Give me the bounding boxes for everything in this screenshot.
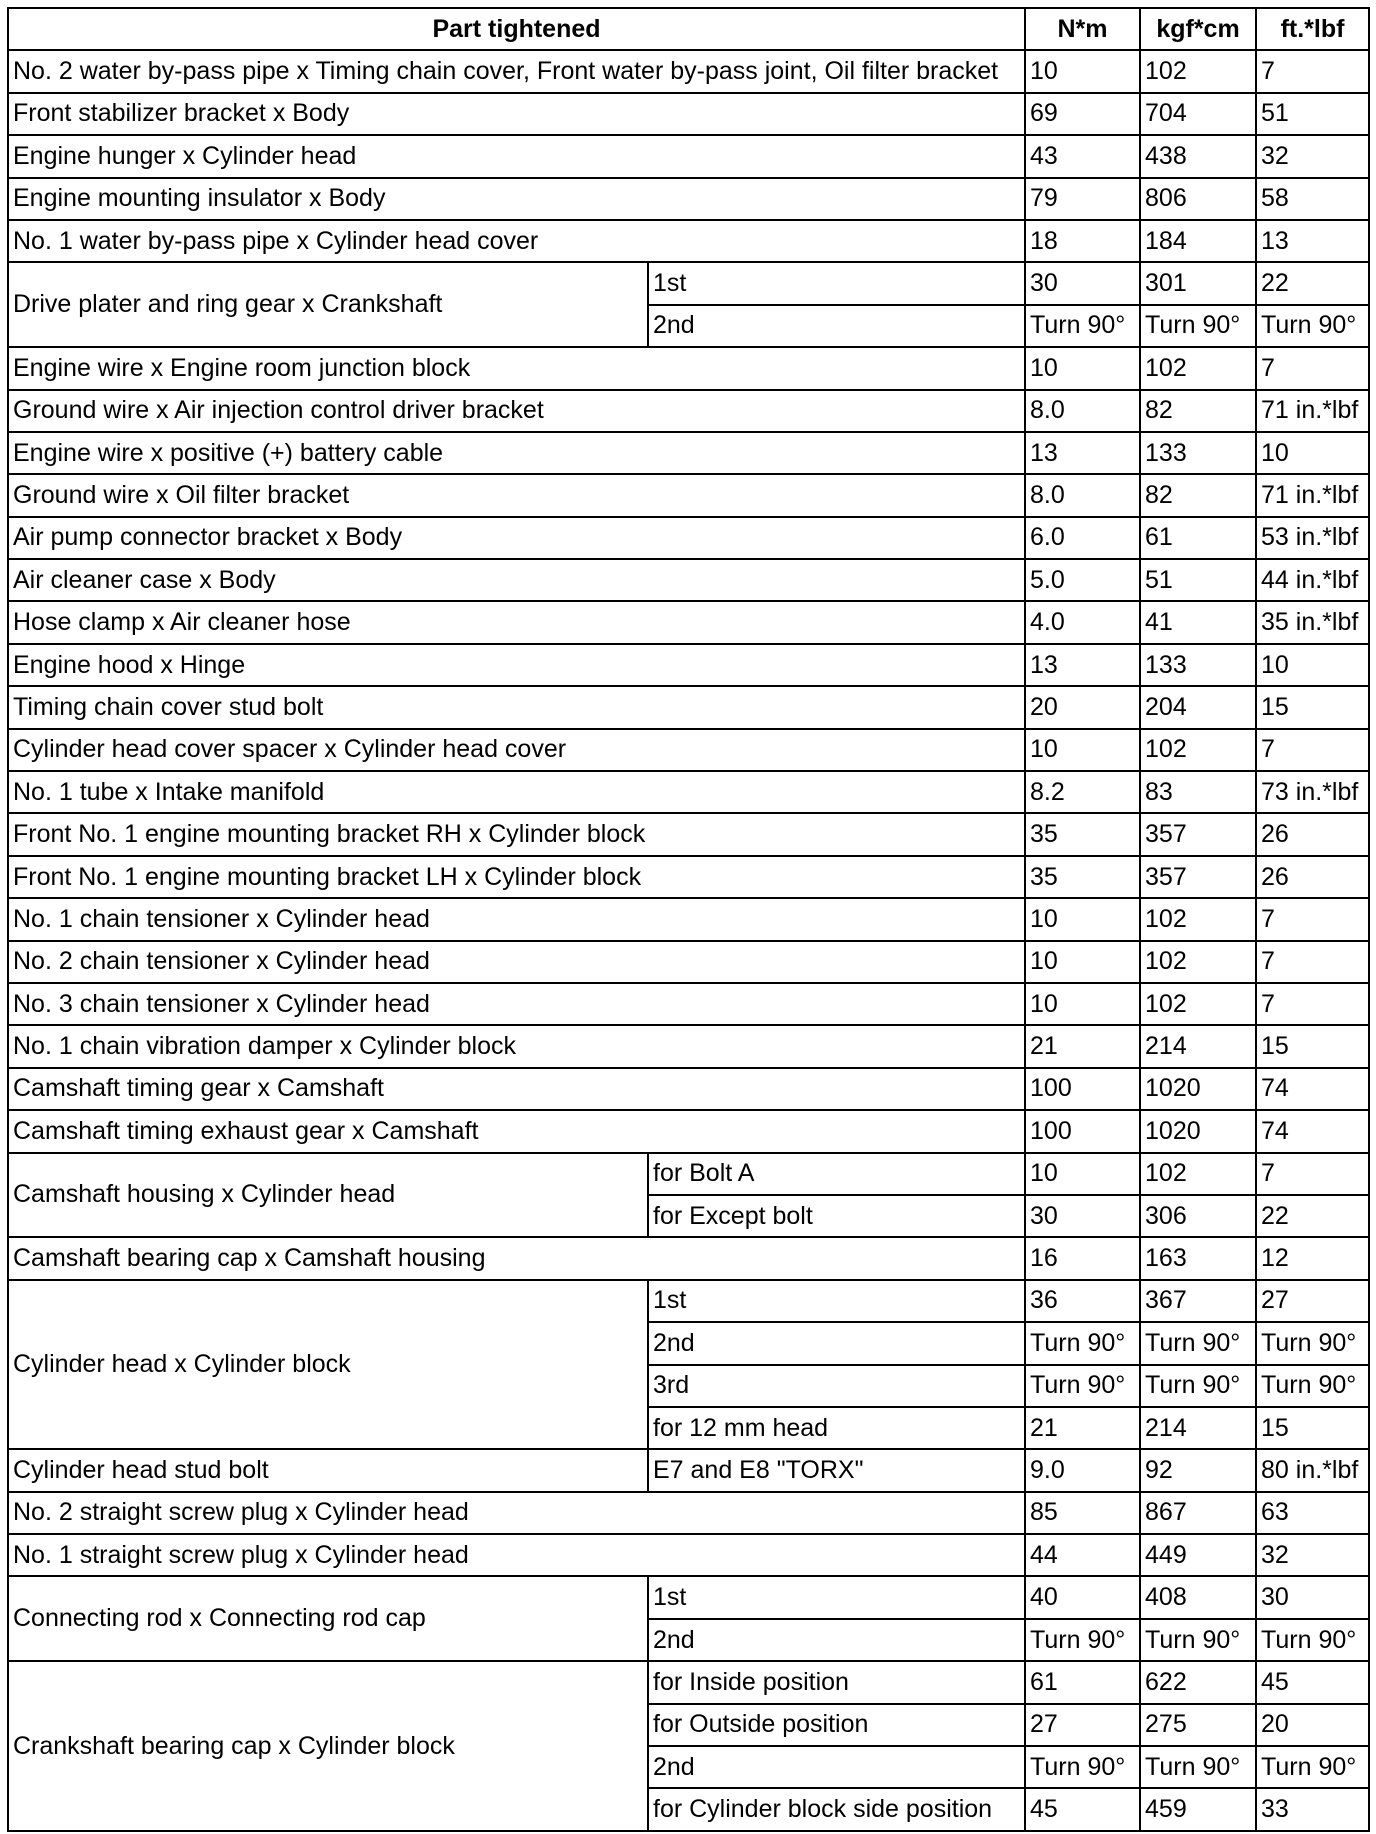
part-cell: Camshaft timing gear x Camshaft (8, 1068, 1025, 1110)
part-cell: Connecting rod x Connecting rod cap (8, 1576, 648, 1661)
ftlbf-cell: 10 (1256, 432, 1369, 474)
kgf-cell: 622 (1140, 1661, 1256, 1703)
table-row (8, 1237, 1369, 1279)
part-cell: Engine hood x Hinge (8, 644, 1025, 686)
table-row (8, 1025, 1369, 1067)
part-cell: No. 1 chain tensioner x Cylinder head (8, 898, 1025, 940)
table-row (8, 686, 1369, 728)
nm-cell: 44 (1025, 1534, 1140, 1576)
ftlbf-cell: 74 (1256, 1110, 1369, 1152)
kgf-cell: 449 (1140, 1534, 1256, 1576)
part-cell: Hose clamp x Air cleaner hose (8, 601, 1025, 643)
ftlbf-cell: 7 (1256, 941, 1369, 983)
nm-cell: 13 (1025, 644, 1140, 686)
part-cell: No. 2 chain tensioner x Cylinder head (8, 941, 1025, 983)
nm-cell: 79 (1025, 178, 1140, 220)
nm-cell: Turn 90° (1025, 1746, 1140, 1788)
table-row (8, 135, 1369, 177)
kgf-cell: Turn 90° (1140, 1746, 1256, 1788)
nm-cell: 30 (1025, 1195, 1140, 1237)
part-cell: No. 1 straight screw plug x Cylinder head (8, 1534, 1025, 1576)
sub-cell: for Bolt A (648, 1153, 1025, 1195)
ftlbf-cell: 58 (1256, 178, 1369, 220)
table-row (8, 1661, 1369, 1703)
table-row (8, 559, 1369, 601)
ftlbf-cell: 15 (1256, 1025, 1369, 1067)
table-row (8, 474, 1369, 516)
ftlbf-cell: 15 (1256, 686, 1369, 728)
ftlbf-cell: 7 (1256, 898, 1369, 940)
kgf-cell: 102 (1140, 50, 1256, 92)
nm-cell: 21 (1025, 1407, 1140, 1449)
kgf-cell: 806 (1140, 178, 1256, 220)
ftlbf-cell: 7 (1256, 347, 1369, 389)
table-row (8, 601, 1369, 643)
part-cell: Engine hunger x Cylinder head (8, 135, 1025, 177)
part-cell: Air cleaner case x Body (8, 559, 1025, 601)
ftlbf-cell: 26 (1256, 856, 1369, 898)
kgf-cell: 102 (1140, 983, 1256, 1025)
kgf-cell: 357 (1140, 813, 1256, 855)
ftlbf-cell: 20 (1256, 1704, 1369, 1746)
nm-cell: 20 (1025, 686, 1140, 728)
nm-cell: 69 (1025, 93, 1140, 135)
nm-cell: 10 (1025, 729, 1140, 771)
sub-cell: for 12 mm head (648, 1407, 1025, 1449)
kgf-cell: 92 (1140, 1449, 1256, 1491)
nm-cell: 30 (1025, 262, 1140, 304)
table-row (8, 1449, 1369, 1491)
table-row (8, 1110, 1369, 1152)
table-row (8, 1576, 1369, 1618)
nm-cell: 10 (1025, 1153, 1140, 1195)
kgf-cell: 102 (1140, 347, 1256, 389)
kgf-cell: 867 (1140, 1492, 1256, 1534)
part-cell: Ground wire x Oil filter bracket (8, 474, 1025, 516)
sub-cell: 2nd (648, 305, 1025, 347)
kgf-cell: Turn 90° (1140, 305, 1256, 347)
part-cell: Cylinder head cover spacer x Cylinder head cover (8, 729, 1025, 771)
nm-cell: 100 (1025, 1068, 1140, 1110)
ftlbf-cell: 7 (1256, 1153, 1369, 1195)
ftlbf-cell: 63 (1256, 1492, 1369, 1534)
part-cell: Air pump connector bracket x Body (8, 517, 1025, 559)
nm-cell: Turn 90° (1025, 1322, 1140, 1364)
part-cell: No. 2 water by-pass pipe x Timing chain cover, Front water by-pass joint, Oil filter bracket (8, 50, 1025, 92)
nm-cell: 10 (1025, 941, 1140, 983)
part-cell: Engine wire x Engine room junction block (8, 347, 1025, 389)
sub-cell: 2nd (648, 1619, 1025, 1661)
sub-cell: for Inside position (648, 1661, 1025, 1703)
header-kgf-cm: kgf*cm (1140, 8, 1256, 50)
table-row (8, 93, 1369, 135)
kgf-cell: 301 (1140, 262, 1256, 304)
header-part-tightened: Part tightened (8, 8, 1025, 50)
ftlbf-cell: 80 in.*lbf (1256, 1449, 1369, 1491)
ftlbf-cell: 35 in.*lbf (1256, 601, 1369, 643)
ftlbf-cell: 32 (1256, 1534, 1369, 1576)
nm-cell: 10 (1025, 347, 1140, 389)
nm-cell: 45 (1025, 1788, 1140, 1830)
table-row (8, 983, 1369, 1025)
nm-cell: 61 (1025, 1661, 1140, 1703)
part-cell: Camshaft bearing cap x Camshaft housing (8, 1237, 1025, 1279)
kgf-cell: 367 (1140, 1280, 1256, 1322)
table-row (8, 898, 1369, 940)
nm-cell: Turn 90° (1025, 305, 1140, 347)
ftlbf-cell: 73 in.*lbf (1256, 771, 1369, 813)
part-cell: No. 1 chain vibration damper x Cylinder block (8, 1025, 1025, 1067)
kgf-cell: Turn 90° (1140, 1619, 1256, 1661)
table-row (8, 1280, 1369, 1322)
nm-cell: 27 (1025, 1704, 1140, 1746)
kgf-cell: 51 (1140, 559, 1256, 601)
part-cell: Drive plater and ring gear x Crankshaft (8, 262, 648, 347)
table-row (8, 220, 1369, 262)
part-cell: Engine mounting insulator x Body (8, 178, 1025, 220)
kgf-cell: 102 (1140, 898, 1256, 940)
nm-cell: 35 (1025, 856, 1140, 898)
kgf-cell: 82 (1140, 474, 1256, 516)
part-cell: Ground wire x Air injection control driver bracket (8, 390, 1025, 432)
nm-cell: 18 (1025, 220, 1140, 262)
nm-cell: Turn 90° (1025, 1619, 1140, 1661)
torque-spec-table (7, 7, 1370, 1832)
ftlbf-cell: 22 (1256, 1195, 1369, 1237)
kgf-cell: 61 (1140, 517, 1256, 559)
nm-cell: 85 (1025, 1492, 1140, 1534)
kgf-cell: 204 (1140, 686, 1256, 728)
kgf-cell: 408 (1140, 1576, 1256, 1618)
ftlbf-cell: 13 (1256, 220, 1369, 262)
ftlbf-cell: Turn 90° (1256, 1365, 1369, 1407)
table-row (8, 1153, 1369, 1195)
kgf-cell: 1020 (1140, 1068, 1256, 1110)
ftlbf-cell: 22 (1256, 262, 1369, 304)
table-row (8, 813, 1369, 855)
part-cell: Front No. 1 engine mounting bracket LH x Cylinder block (8, 856, 1025, 898)
ftlbf-cell: 15 (1256, 1407, 1369, 1449)
table-row (8, 347, 1369, 389)
kgf-cell: 438 (1140, 135, 1256, 177)
ftlbf-cell: 53 in.*lbf (1256, 517, 1369, 559)
nm-cell: Turn 90° (1025, 1365, 1140, 1407)
kgf-cell: 102 (1140, 729, 1256, 771)
part-cell: Crankshaft bearing cap x Cylinder block (8, 1661, 648, 1831)
table-row (8, 1534, 1369, 1576)
sub-cell: 2nd (648, 1746, 1025, 1788)
table-row (8, 1068, 1369, 1110)
nm-cell: 16 (1025, 1237, 1140, 1279)
nm-cell: 43 (1025, 135, 1140, 177)
sub-cell: E7 and E8 "TORX" (648, 1449, 1025, 1491)
ftlbf-cell: 71 in.*lbf (1256, 390, 1369, 432)
ftlbf-cell: 27 (1256, 1280, 1369, 1322)
table-row (8, 729, 1369, 771)
nm-cell: 5.0 (1025, 559, 1140, 601)
ftlbf-cell: 45 (1256, 1661, 1369, 1703)
nm-cell: 40 (1025, 1576, 1140, 1618)
nm-cell: 8.2 (1025, 771, 1140, 813)
kgf-cell: 459 (1140, 1788, 1256, 1830)
sub-cell: for Except bolt (648, 1195, 1025, 1237)
nm-cell: 4.0 (1025, 601, 1140, 643)
nm-cell: 8.0 (1025, 390, 1140, 432)
kgf-cell: 357 (1140, 856, 1256, 898)
kgf-cell: 214 (1140, 1025, 1256, 1067)
kgf-cell: 306 (1140, 1195, 1256, 1237)
header-nm: N*m (1025, 8, 1140, 50)
torque-table-body (8, 50, 1369, 1830)
nm-cell: 10 (1025, 898, 1140, 940)
sub-cell: 1st (648, 1576, 1025, 1618)
table-row (8, 1492, 1369, 1534)
nm-cell: 36 (1025, 1280, 1140, 1322)
ftlbf-cell: 12 (1256, 1237, 1369, 1279)
nm-cell: 35 (1025, 813, 1140, 855)
ftlbf-cell: 7 (1256, 983, 1369, 1025)
kgf-cell: 41 (1140, 601, 1256, 643)
nm-cell: 8.0 (1025, 474, 1140, 516)
part-cell: No. 3 chain tensioner x Cylinder head (8, 983, 1025, 1025)
kgf-cell: 102 (1140, 1153, 1256, 1195)
kgf-cell: 214 (1140, 1407, 1256, 1449)
kgf-cell: 704 (1140, 93, 1256, 135)
kgf-cell: 275 (1140, 1704, 1256, 1746)
nm-cell: 10 (1025, 50, 1140, 92)
part-cell: Cylinder head stud bolt (8, 1449, 648, 1491)
sub-cell: 2nd (648, 1322, 1025, 1364)
kgf-cell: 163 (1140, 1237, 1256, 1279)
table-row (8, 262, 1369, 304)
nm-cell: 13 (1025, 432, 1140, 474)
ftlbf-cell: Turn 90° (1256, 1746, 1369, 1788)
kgf-cell: 133 (1140, 644, 1256, 686)
ftlbf-cell: Turn 90° (1256, 305, 1369, 347)
nm-cell: 6.0 (1025, 517, 1140, 559)
ftlbf-cell: 33 (1256, 1788, 1369, 1830)
table-row (8, 50, 1369, 92)
nm-cell: 21 (1025, 1025, 1140, 1067)
part-cell: Front No. 1 engine mounting bracket RH x Cylinder block (8, 813, 1025, 855)
kgf-cell: 82 (1140, 390, 1256, 432)
part-cell: Cylinder head x Cylinder block (8, 1280, 648, 1450)
header-row (8, 8, 1369, 50)
nm-cell: 100 (1025, 1110, 1140, 1152)
table-row (8, 941, 1369, 983)
kgf-cell: 184 (1140, 220, 1256, 262)
table-row (8, 771, 1369, 813)
sub-cell: 1st (648, 262, 1025, 304)
kgf-cell: Turn 90° (1140, 1322, 1256, 1364)
ftlbf-cell: 10 (1256, 644, 1369, 686)
ftlbf-cell: 74 (1256, 1068, 1369, 1110)
ftlbf-cell: Turn 90° (1256, 1619, 1369, 1661)
table-row (8, 517, 1369, 559)
part-cell: No. 1 tube x Intake manifold (8, 771, 1025, 813)
ftlbf-cell: 7 (1256, 729, 1369, 771)
table-row (8, 390, 1369, 432)
kgf-cell: 102 (1140, 941, 1256, 983)
ftlbf-cell: 44 in.*lbf (1256, 559, 1369, 601)
ftlbf-cell: Turn 90° (1256, 1322, 1369, 1364)
ftlbf-cell: 71 in.*lbf (1256, 474, 1369, 516)
table-row (8, 644, 1369, 686)
sub-cell: for Outside position (648, 1704, 1025, 1746)
table-row (8, 856, 1369, 898)
part-cell: Timing chain cover stud bolt (8, 686, 1025, 728)
sub-cell: 1st (648, 1280, 1025, 1322)
ftlbf-cell: 26 (1256, 813, 1369, 855)
part-cell: Front stabilizer bracket x Body (8, 93, 1025, 135)
nm-cell: 10 (1025, 983, 1140, 1025)
ftlbf-cell: 30 (1256, 1576, 1369, 1618)
table-row (8, 432, 1369, 474)
kgf-cell: 83 (1140, 771, 1256, 813)
sub-cell: for Cylinder block side position (648, 1788, 1025, 1830)
ftlbf-cell: 7 (1256, 50, 1369, 92)
nm-cell: 9.0 (1025, 1449, 1140, 1491)
table-row (8, 178, 1369, 220)
part-cell: No. 2 straight screw plug x Cylinder head (8, 1492, 1025, 1534)
part-cell: Camshaft housing x Cylinder head (8, 1153, 648, 1238)
part-cell: Engine wire x positive (+) battery cable (8, 432, 1025, 474)
kgf-cell: 133 (1140, 432, 1256, 474)
ftlbf-cell: 51 (1256, 93, 1369, 135)
part-cell: Camshaft timing exhaust gear x Camshaft (8, 1110, 1025, 1152)
part-cell: No. 1 water by-pass pipe x Cylinder head cover (8, 220, 1025, 262)
header-ft-lbf: ft.*lbf (1256, 8, 1369, 50)
sub-cell: 3rd (648, 1365, 1025, 1407)
ftlbf-cell: 32 (1256, 135, 1369, 177)
kgf-cell: 1020 (1140, 1110, 1256, 1152)
kgf-cell: Turn 90° (1140, 1365, 1256, 1407)
